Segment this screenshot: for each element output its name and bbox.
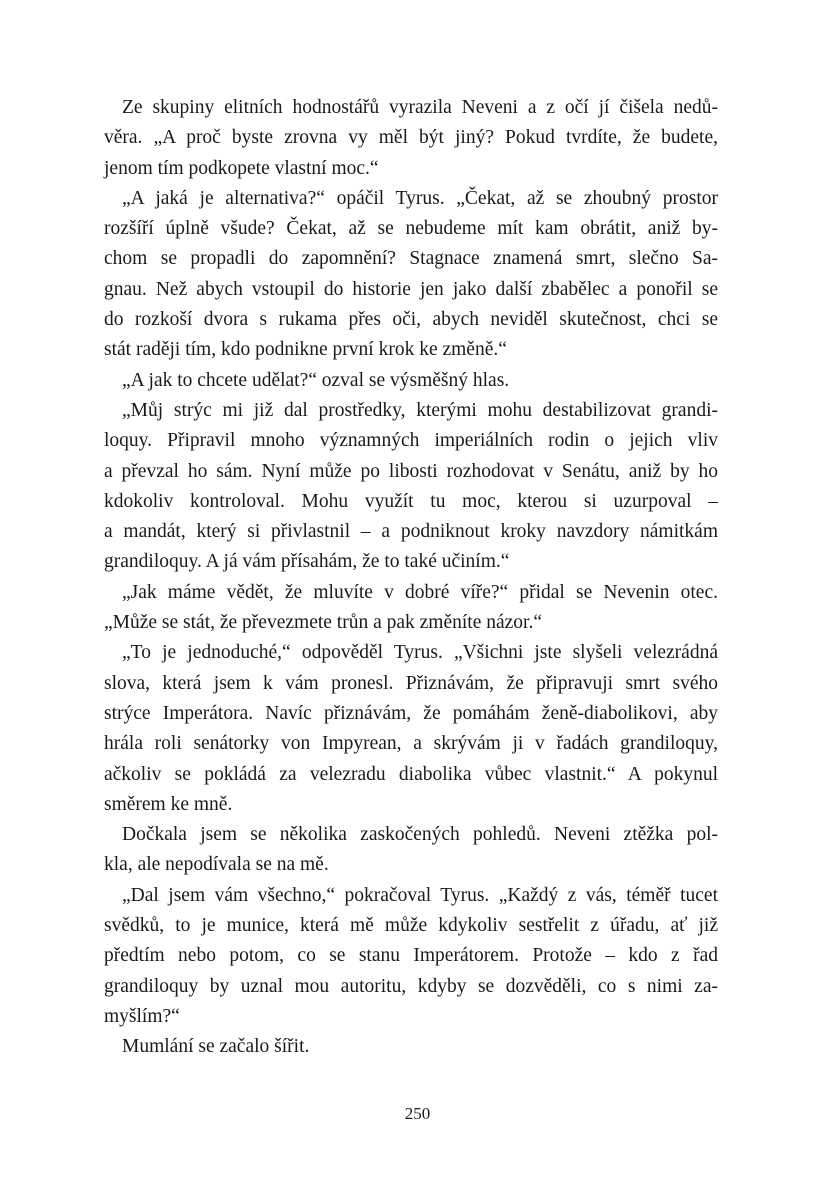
text-line: „Můj strýc mi již dal prostředky, kterými mohu destabilizovat grandi- [122, 399, 718, 421]
text-line: „Jak máme vědět, že mluvíte v dobré víře?“ přidal se Nevenin otec. [122, 581, 718, 603]
text-line: slova, která jsem k vám pronesl. Přiznávám, že připravuji smrt svého [104, 672, 718, 694]
text-line: grandiloquy by uznal mou autoritu, kdyby se dozvěděli, co s nimi za- [104, 975, 718, 997]
text-line: kdokoliv kontroloval. Mohu využít tu moc, kterou si uzurpoval – [104, 490, 718, 512]
text-line: směrem ke mně. [104, 793, 233, 815]
text-line: a mandát, který si přivlastnil – a podniknout kroky navzdory námitkám [104, 521, 718, 543]
text-line: a převzal ho sám. Nyní může po libosti rozhodovat v Senátu, aniž by ho [104, 460, 718, 482]
paragraph [104, 638, 718, 820]
text-line: kla, ale nepodívala se na mě. [104, 854, 329, 876]
text-line: ačkoliv se pokládá za velezradu diabolika vůbec vlastnit.“ A pokynul [104, 763, 718, 785]
text-line: grandiloquy. A já vám přísahám, že to také učiním.“ [104, 551, 510, 573]
paragraph [104, 1032, 718, 1062]
text-line: „Může se stát, že převezmete trůn a pak změníte názor.“ [104, 612, 542, 634]
text-line: gnau. Než abych vstoupil do historie jen jako další zbabělec a ponořil se [104, 278, 718, 300]
text-line: Dočkala jsem se několika zaskočených pohledů. Neveni ztěžka pol- [122, 824, 718, 846]
paragraph [104, 578, 718, 639]
text-line: „A jaká je alternativa?“ opáčil Tyrus. „Čekat, až se zhoubný prostor [122, 187, 718, 209]
text-line: Ze skupiny elitních hodnostářů vyrazila Neveni a z očí jí čišela nedů- [122, 97, 718, 118]
text-line: loquy. Připravil mnoho významných imperiálních rodin o jejich vliv [104, 430, 718, 452]
paragraph [104, 93, 718, 184]
text-line: Mumlání se začalo šířit. [122, 1036, 310, 1058]
text-line: chom se propadli do zapomnění? Stagnace znamená smrt, slečno Sa- [104, 248, 718, 270]
text-line: jenom tím podkopete vlastní moc.“ [104, 157, 379, 179]
paragraph [104, 396, 718, 578]
body-text [104, 93, 718, 1063]
text-line: předtím nebo potom, co se stanu Imperátorem. Protože – kdo z řad [104, 945, 718, 967]
text-line: svědků, to je munice, která mě může kdykoliv sestřelit z úřadu, ať již [104, 915, 718, 937]
text-line: věra. „A proč byste zrovna vy měl být jiný? Pokud tvrdíte, že budete, [104, 127, 718, 149]
text-line: rozšíří úplně všude? Čekat, až se nebudeme mít kam obrátit, aniž by- [104, 218, 718, 240]
paragraph [104, 366, 718, 396]
text-line: „Dal jsem vám všechno,“ pokračoval Tyrus. „Každý z vás, téměř tucet [122, 884, 718, 906]
text-line: hrála roli senátorky von Impyrean, a skrývám ji v řadách grandiloquy, [104, 733, 718, 755]
paragraph [104, 184, 718, 366]
text-line: myšlím?“ [104, 1005, 180, 1027]
text-line: do rozkoší dvora s rukama přes oči, abych neviděl skutečnost, chci se [104, 309, 718, 331]
text-line: strýce Imperátora. Navíc přiznávám, že pomáhám ženě-diabolikovi, aby [104, 702, 718, 724]
text-line: stát raději tím, kdo podnikne první krok ke změně.“ [104, 339, 507, 361]
text-line: „A jak to chcete udělat?“ ozval se výsměšný hlas. [122, 369, 510, 391]
page-number: 250 [404, 1104, 431, 1123]
text-line: „To je jednoduché,“ odpověděl Tyrus. „Všichni jste slyšeli velezrádná [122, 642, 718, 664]
paragraph [104, 881, 718, 1032]
paragraph [104, 820, 718, 881]
